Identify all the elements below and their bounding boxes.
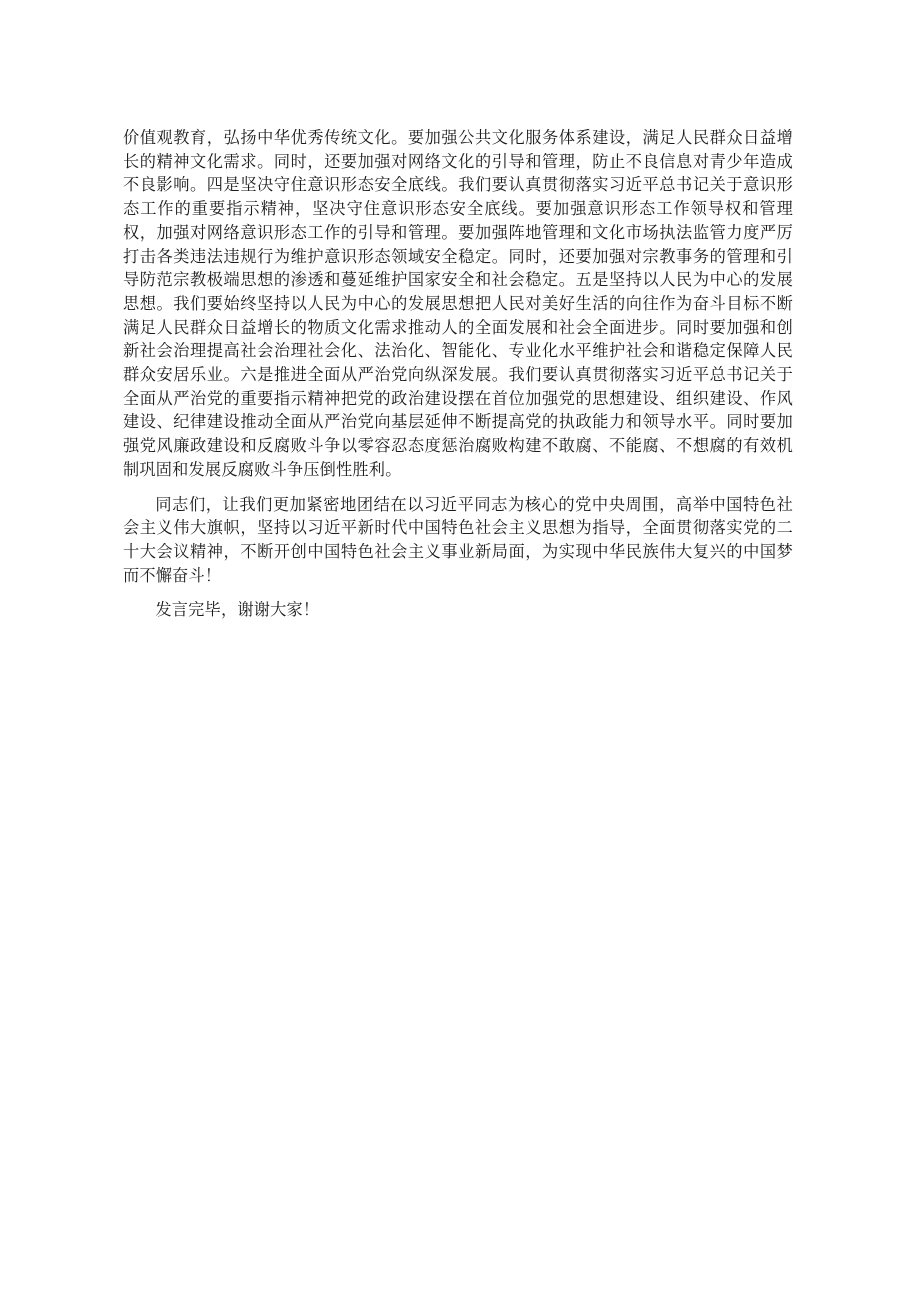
paragraph-continuation: 价值观教育，弘扬中华优秀传统文化。要加强公共文化服务体系建设，满足人民群众日益增长的精神文化需求。同时，还要加强对网络文化的引导和管理，防止不良信息对青少年造成不良影响。四是坚决守住意识形态安全底线。我们要认真贯彻落实习近平总书记关于意识形态工作的重要指示精神，坚决守住意识形态安全底线。要加强意识形态工作领导权和管理权，加强对网络意识形态工作的引导和管理。要加强阵地管理和文化市场执法监管力度严厉打击各类违法违规行为维护意识形态领域安全稳定。同时，还要加强对宗教事务的管理和引导防范宗教极端思想的渗透和蔓延维护国家安全和社会稳定。五是坚持以人民为中心的发展思想。我们要始终坚持以人民为中心的发展思想把人民对美好生活的向往作为奋斗目标不断满足人民群众日益增长的物质文化需求推动人的全面发展和社会全面进步。同时要加强和创新社会治理提高社会治理社会化、法治化、智能化、专业化水平维护社会和谐稳定保障人民群众安居乐业。六是推进全面从严治党向纵深发展。我们要认真贯彻落实习近平总书记关于全面从严治党的重要指示精神把党的政治建设摆在首位加强党的思想建设、组织建设、作风建设、纪律建设推动全面从严治党向基层延伸不断提高党的执政能力和领导水平。同时要加强党风廉政建设和反腐败斗争以零容忍态度惩治腐败构建不敢腐、不能腐、不想腐的有效机制巩固和发展反腐败斗争压倒性胜利。 xyxy=(123,128,793,479)
document-body xyxy=(123,126,793,622)
paragraph-thanks: 发言完毕，谢谢大家！ xyxy=(155,600,320,620)
paragraph-closing-call: 同志们，让我们更加紧密地团结在以习近平同志为核心的党中央周围，高举中国特色社会主义伟大旗帜，坚持以习近平新时代中国特色社会主义思想为指导，全面贯彻落实党的二十大会议精神，不断开创中国特色社会主义事业新局面，为实现中华民族伟大复兴的中国梦而不懈奋斗！ xyxy=(123,494,793,585)
